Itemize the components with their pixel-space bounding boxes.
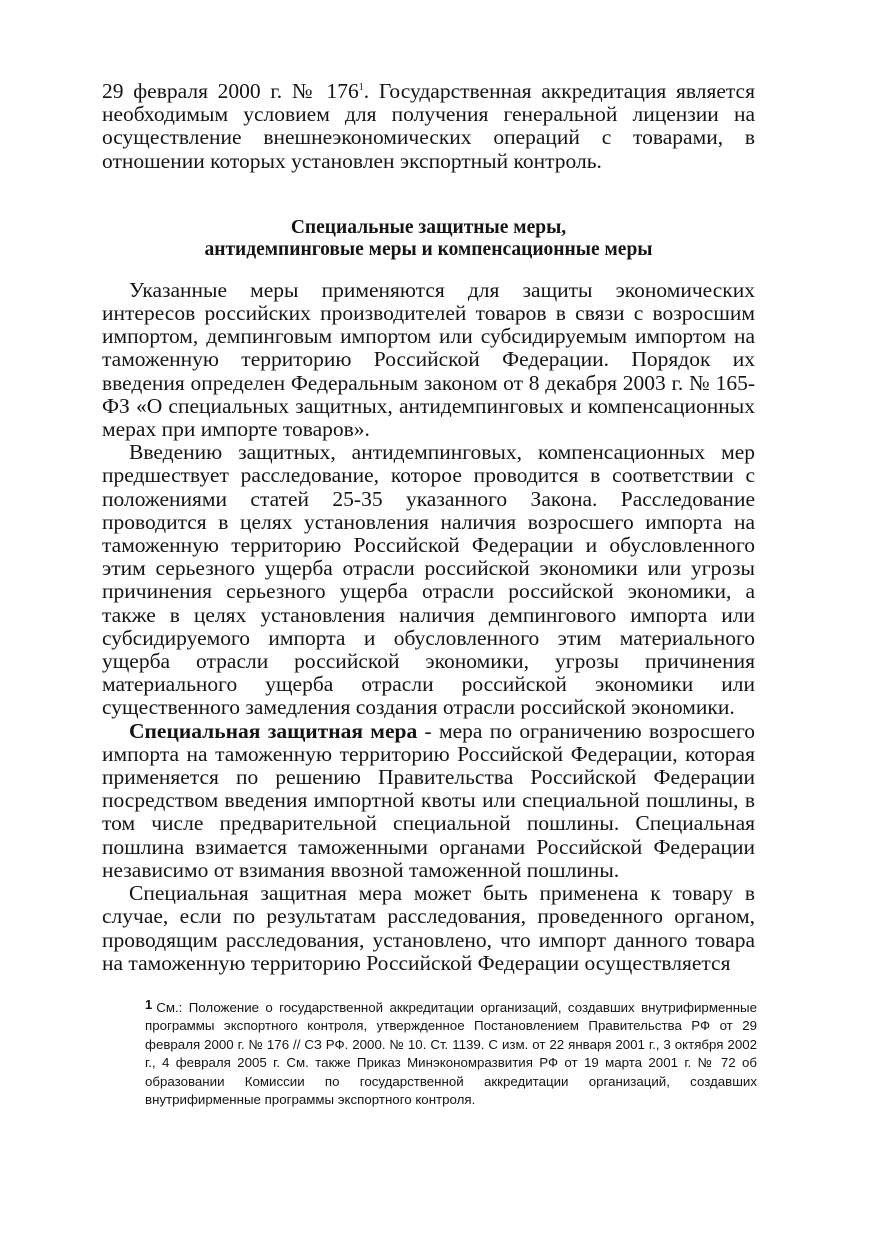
paragraph-4: Специальная защитная мера может быть применена к товару в случае, если по результатам расследования, проведенного органом, проводящим расследования, установлено, что импорт данного товара на таможенную территорию Российской Федерации осуществляется — [102, 881, 755, 975]
intro-text-after: . Государственная аккредитация является необходимым условием для получения генеральной лицензии на осуществление внешнеэкономических операций с товарами, в отношении которых установлен экспортный контроль. — [102, 79, 755, 173]
intro-paragraph — [102, 80, 755, 173]
paragraph-3 — [102, 720, 755, 882]
footnote — [145, 996, 757, 1109]
footnote-text: См.: Положение о государственной аккредитации организаций, создавших внутрифирменные программы экспортного контроля, утвержденное Постановлением Правительства РФ от 29 февраля 2000 г. № 176 // СЗ РФ. 2000. № 10. Ст. 1139. С изм. от 22 января 2001 г., 3 октября 2002 г., 4 февраля 2005 г. См. также Приказ Минэкономразвития РФ от 19 марта 2001 г. № 72 об образовании Комиссии по государственной аккредитации организаций, создавших внутрифирменные программы экспортного контроля. — [145, 1000, 757, 1108]
footnote-reference: 1 — [358, 81, 364, 93]
body-text — [102, 80, 755, 975]
paragraph-1: Указанные меры применяются для защиты экономических интересов российских производителей товаров в связи с возросшим импортом, демпинговым импортом или субсидируемым импортом на таможенную территорию Российской Федерации. Порядок их введения определен Федеральным законом от 8 декабря 2003 г. № 165-ФЗ «О специальных защитных, антидемпинговых и компенсационных мерах при импорте товаров». — [102, 277, 755, 442]
intro-text-before: 29 февраля 2000 г. № 176 — [102, 79, 359, 103]
footnote-mark: 1 — [145, 997, 153, 1012]
section-heading-line-2: антидемпинговые меры и компенсационные меры — [204, 238, 653, 260]
section-heading — [102, 217, 755, 261]
paragraph-2: Введению защитных, антидемпинговых, компенсационных мер предшествует расследование, которое проводится в соответствии с положениями статей 25-35 указанного Закона. Расследование проводится в целях установления наличия возросшего импорта на таможенную территорию Российской Федерации и обусловленного этим серьезного ущерба отрасли российской экономики или угрозы причинения серьезного ущерба отрасли российской экономики, а также в целях установления наличия демпингового импорта или субсидируемого импорта и обусловленного этим материального ущерба отрасли российской экономики, угрозы причинения материального ущерба отрасли российской экономики или существенного замедления создания отрасли российской экономики. — [102, 440, 755, 720]
section-heading-line-1: Специальные защитные меры, — [290, 216, 567, 238]
term-special-protective-measure: Специальная защитная мера — [129, 718, 418, 743]
paragraph-3-text: - мера по ограничению возросшего импорта на таможенную территорию Российской Федерации, которая применяется по решению Правительства Российской Федерации посредством введения импортной квоты или специальной пошлины, в том числе предварительной специальной пошлины. Специальная пошлина взимается таможенными органами Российской Федерации независимо от взимания ввозной таможенной пошлины. — [102, 718, 755, 882]
footnote-paragraph — [145, 996, 757, 1109]
